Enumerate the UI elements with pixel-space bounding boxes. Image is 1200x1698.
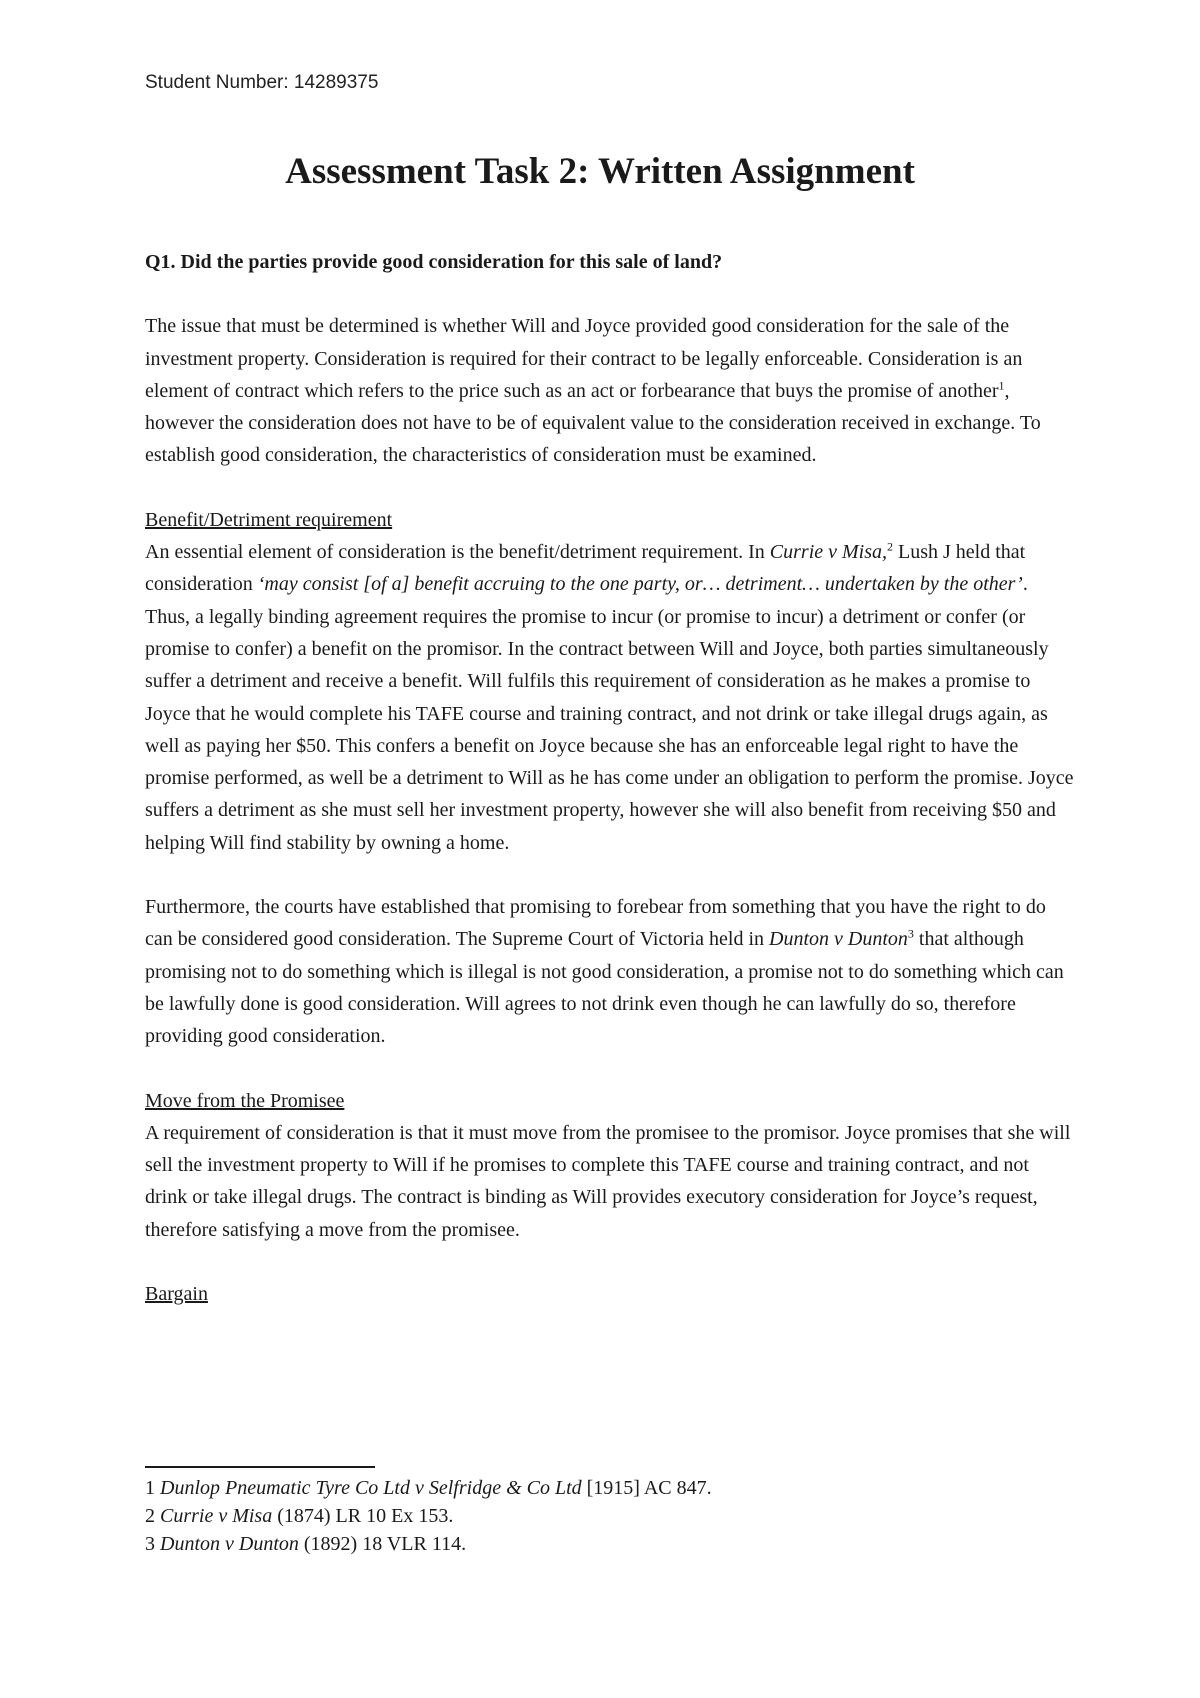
footnote-case: Currie v Misa xyxy=(160,1505,273,1527)
benefit-text: An essential element of consideration is the benefit/detriment requirement. In xyxy=(145,541,770,564)
intro-paragraph xyxy=(145,310,1075,471)
forbear-text: Furthermore, the courts have established that promising to forebear from something that you have the right to do can be considered good consideration. The Supreme Court of Victoria held in xyxy=(145,896,1046,951)
move-text: A requirement of consideration is that it must move from the promisee to the promisor. Joyce promises that she will sell the investment property to Will if he promises to complete this TAFE course and training contract, and not drink or take illegal drugs. The contract is binding as Will provides executory consideration for Joyce’s request, therefore satisfying a move from the promisee. xyxy=(145,1121,1071,1241)
benefit-heading: Benefit/Detriment requirement xyxy=(145,508,393,531)
benefit-text-3: . Thus, a legally binding agreement requires the promise to incur (or promise to incur) a detriment or confer (or promise to confer) a benefit on the promisor. In the contract between Will and Joyce, both parties simultaneously suffer a detriment and receive a benefit. Will fulfils this requirement of consideration as he makes a promise to Joyce that he would complete his TAFE course and training contract, and not drink or take illegal drugs again, as well as paying her $50. This confers a benefit on Joyce because she has an enforceable legal right to have the promise performed, as well be a detriment to Will as he has come under an obligation to perform the promise. Joyce suffers a detriment as she must sell her investment property, however she will also benefit from receiving $50 and helping Will find stability by owning a home. xyxy=(145,573,1074,854)
forbear-text-2: that although promising not to do something which is illegal is not good consideration, a promise not to do something which can be lawfully done is good consideration. Will agrees to not drink even though he can lawfully do so, therefore providing good consideration. xyxy=(145,928,1064,1048)
footnote-item xyxy=(145,1474,712,1502)
footnotes xyxy=(145,1474,712,1558)
student-number: Student Number: 14289375 xyxy=(145,72,379,93)
bargain-heading: Bargain xyxy=(145,1283,208,1306)
benefit-section xyxy=(145,504,1075,859)
page-title: Assessment Task 2: Written Assignment xyxy=(285,151,915,192)
footnote-cite: (1892) 18 VLR 114. xyxy=(298,1533,467,1555)
footnote-number: 1 xyxy=(145,1477,160,1499)
footnote-ref-3: 3 xyxy=(907,926,914,941)
footnote-case: Dunton v Dunton xyxy=(160,1533,299,1555)
move-heading: Move from the Promisee xyxy=(145,1089,345,1112)
footnote-item xyxy=(145,1530,712,1558)
footnote-case: Dunlop Pneumatic Tyre Co Ltd v Selfridge & Co Ltd xyxy=(160,1477,582,1499)
footnote-number: 3 xyxy=(145,1533,160,1555)
footnote-number: 2 xyxy=(145,1505,160,1527)
intro-text-cont: , however the consideration does not have to be of equivalent value to the consideration received in exchange. To establish good consideration, the characteristics of consideration must be examined. xyxy=(145,379,1041,467)
intro-text: The issue that must be determined is whether Will and Joyce provided good consideration for the sale of the investment property. Consideration is required for their contract to be legally enforceable. Consideration is an element of contract which refers to the price such as an act or forbearance that buys the promise of another xyxy=(145,315,1023,402)
footnote-ref-2: 2 xyxy=(887,539,894,554)
forbear-paragraph xyxy=(145,891,1075,1052)
footnote-cite: (1874) LR 10 Ex 153. xyxy=(272,1505,454,1527)
footnote-item xyxy=(145,1502,712,1530)
question-heading: Q1. Did the parties provide good consideration for this sale of land? xyxy=(145,251,723,273)
case-dunton-v-dunton: Dunton v Dunton xyxy=(769,928,908,951)
benefit-text-2: Lush J held that consideration xyxy=(145,541,1026,596)
footnote-cite: [1915] AC 847. xyxy=(581,1477,712,1499)
footnote-ref-1: 1 xyxy=(998,378,1005,393)
footnote-divider xyxy=(145,1466,375,1468)
quote-lush-j: ‘may consist [of a] benefit accruing to the one party, or… detriment… undertaken by the other’ xyxy=(257,573,1023,596)
case-currie-v-misa: Currie v Misa, xyxy=(769,541,888,564)
bargain-section xyxy=(145,1278,1075,1310)
document-body xyxy=(145,246,1075,1310)
move-section xyxy=(145,1085,1075,1246)
